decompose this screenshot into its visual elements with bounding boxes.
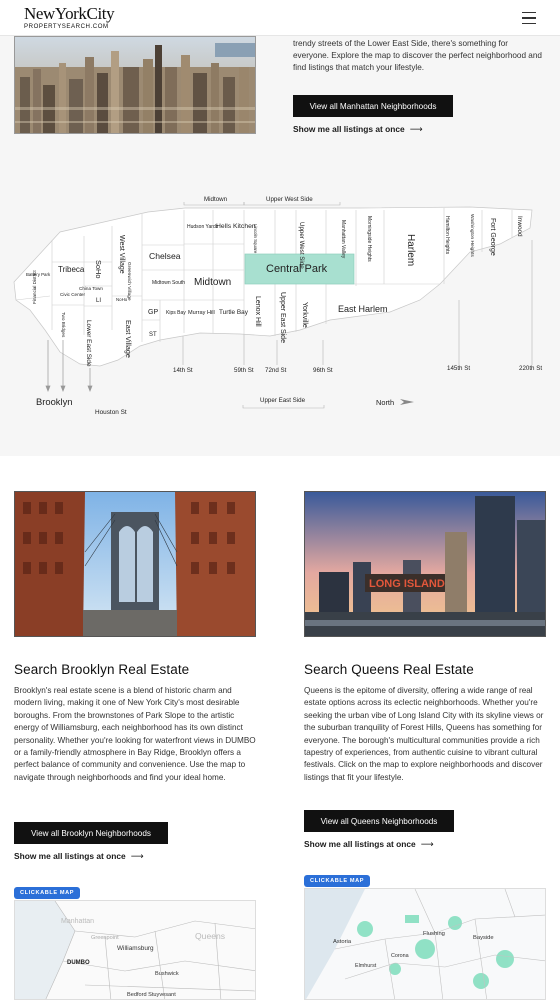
nb-chelsea[interactable]: Chelsea [149,251,181,261]
north-arrow-icon [400,399,414,405]
nb-lower-east-side[interactable]: Lower East Side [85,320,92,367]
map-label-corona[interactable]: Corona [391,953,409,959]
brooklyn-clickable-map[interactable] [14,900,256,1000]
brooklyn-bridge-image [14,491,256,637]
manhattan-all-listings-link[interactable] [293,124,423,135]
map-label-brooklyn[interactable]: Brooklyn [36,396,73,407]
nb-west-village[interactable]: West Village [118,235,125,274]
manhattan-intro-text: trendy streets of the Lower East Side, there's something for everyone. Explore the map to discover the perfect neighborhood and find listings that match your lifestyle. [293,39,542,73]
map-label-astoria[interactable]: Astoria [333,939,352,945]
nb-financial-district[interactable]: Financial District [32,270,37,304]
arrow-right-icon: ⟶ [420,839,434,849]
queens-clickable-map-badge: CLICKABLE MAP [304,875,370,887]
nb-fort-george[interactable]: Fort George [489,218,496,256]
nb-china-town[interactable]: China Town [79,286,103,291]
nb-murray-hill[interactable]: Murray Hill [188,310,215,316]
nb-upper-east-side[interactable]: Upper East Side [279,292,286,343]
nb-st[interactable]: ST [149,332,157,338]
map-label-williamsburg[interactable]: Williamsburg [117,945,154,952]
hamburger-menu-icon[interactable] [522,12,536,24]
nb-hamilton-heights[interactable]: Hamilton Heights [444,216,450,255]
view-queens-neighborhoods-button[interactable]: View all Queens Neighborhoods [304,810,454,832]
queens-skyline-image [304,491,546,637]
map-label-north: North [376,398,395,407]
nb-midtown-south[interactable]: Midtown South [152,280,186,286]
street-14th: 14th St [173,367,193,374]
link-label: Show me all listings at once [14,851,126,861]
svg-text:LONG ISLAND: LONG ISLAND [369,578,445,590]
site-logo[interactable] [24,6,114,30]
link-label: Show me all listings at once [293,124,405,134]
map-label-greenpoint[interactable]: Greenpoint [91,935,119,941]
nb-li[interactable]: LI [96,298,102,304]
street-220th: 220th St [519,365,543,372]
map-label-upper-west-side-top: Upper West Side [266,196,313,203]
nb-greenwich-village[interactable]: Greenwich Village [126,262,131,301]
queens-clickable-map[interactable] [304,888,546,1000]
nb-soho[interactable]: SoHo [94,260,103,279]
queens-all-listings-link[interactable] [304,839,434,850]
nb-civic-center[interactable]: Civic Center [60,292,86,297]
map-label-upper-east-side-bottom: Upper East Side [260,397,306,404]
map-label-bedford-stuyvesant[interactable]: Bedford Stuyvesant [127,992,176,998]
logo-wordmark: NewYorkCity [24,4,115,23]
nb-yorkville[interactable]: Yorkville [301,302,308,328]
map-label-bushwick[interactable]: Bushwick [155,971,179,977]
view-brooklyn-neighborhoods-button[interactable]: View all Brooklyn Neighborhoods [14,822,168,844]
map-label-midtown-top: Midtown [204,196,228,203]
manhattan-clickable-map [0,180,560,430]
nb-east-village[interactable]: East Village [124,320,133,358]
nb-hudson-yards[interactable]: Hudson Yards [187,224,219,230]
nb-lenox-hill[interactable]: Lenox Hill [254,296,261,327]
nb-noho[interactable]: NoHo [116,297,128,302]
site-header [0,0,560,36]
nb-central-park[interactable]: Central Park [266,263,328,275]
street-145th: 145th St [447,365,471,372]
street-72nd: 72nd St [265,367,287,374]
queens-title: Search Queens Real Estate [304,662,474,677]
nb-lincoln-square[interactable]: Lincoln Square [253,224,258,254]
nb-upper-west-side[interactable]: Upper West Side [298,222,305,269]
brooklyn-clickable-map-badge: CLICKABLE MAP [14,887,80,899]
queens-description: Queens is the epitome of diversity, offering a wide range of real estate options across its eclectic neighborhoods. Whether you're seeking the urban vibe of Long Island City with its skyline views or the suburban tranquility of Forest Hills, Queens has something for everyone. The borough's multicultural communities provide a rich tapestry of experiences, from authentic cuisine to vibrant cultural festivals. Click on the map to explore neighborhoods and discover listings that fit your lifestyle. [304,686,544,782]
nb-tribeca[interactable]: Tribeca [58,265,85,274]
nb-inwood[interactable]: Inwood [516,216,523,237]
map-label-queens: Queens [195,931,226,941]
map-label-bayside[interactable]: Bayside [473,935,494,941]
brooklyn-title: Search Brooklyn Real Estate [14,662,190,677]
map-label-elmhurst[interactable]: Elmhurst [355,963,377,969]
nb-turtle-bay[interactable]: Turtle Bay [219,309,248,316]
nb-east-harlem[interactable]: East Harlem [338,304,388,314]
nb-hells-kitchen[interactable]: Hells Kitchen [216,223,256,230]
link-label: Show me all listings at once [304,839,416,849]
nb-midtown[interactable]: Midtown [194,277,232,288]
nb-harlem[interactable]: Harlem [405,234,416,267]
nb-kips-bay[interactable]: Kips Bay [166,310,186,316]
logo-subtitle: PROPERTYSEARCH.COM [24,23,109,30]
brooklyn-all-listings-link[interactable] [14,851,144,862]
map-label-dumbo[interactable]: DUMBO [67,960,90,966]
nb-washington-heights[interactable]: Washington Heights [469,214,474,257]
map-label-manhattan: Manhattan [61,918,95,925]
map-label-houston-st: Houston St [95,409,127,416]
map-label-flushing[interactable]: Flushing [423,931,445,937]
nb-gp[interactable]: GP [148,309,159,316]
arrow-right-icon: ⟶ [130,851,144,861]
nb-morningside-heights[interactable]: Morningside Heights [366,216,372,262]
manhattan-skyline-image [14,36,256,134]
brooklyn-description: Brooklyn's real estate scene is a blend of historic charm and modern living, making it one of New York City's most desirable boroughs. From the brownstones of Park Slope to the artistic energy of Williamsburg, each neighborhood has its own distinct personality. Whether you're looking for waterfront views in DUMBO or a family-friendly atmosphere in Bay Ridge, Brooklyn offers a perfect balance of community and convenience. Use the map to navigate through neighborhoods and find your ideal home. [14,686,256,782]
nb-two-bridges[interactable]: Two Bridges [61,312,66,338]
view-manhattan-neighborhoods-button[interactable]: View all Manhattan Neighborhoods [293,95,453,117]
street-59th: 59th St [234,367,254,374]
nb-manhattan-valley[interactable]: Manhattan Valley [340,220,346,259]
street-96th: 96th St [313,367,333,374]
arrow-right-icon: ⟶ [409,124,423,134]
nb-battery-park[interactable]: Battery Park [26,272,51,277]
